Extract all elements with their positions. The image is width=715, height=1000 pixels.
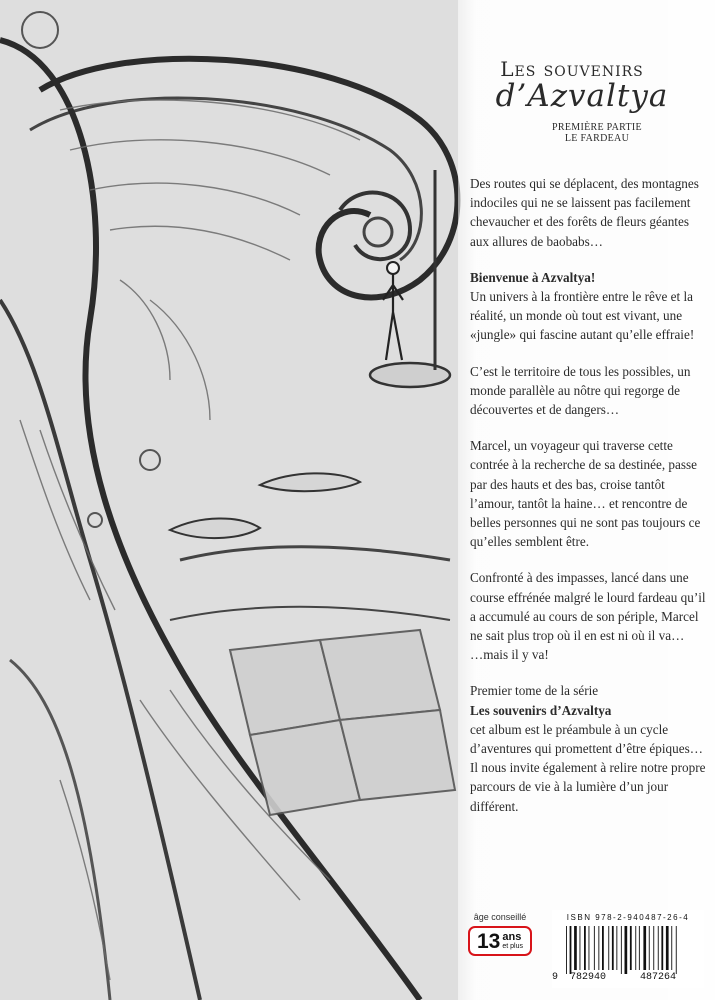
barcode-bar [594, 926, 595, 970]
age-badge [468, 926, 532, 956]
barcode-bar [625, 926, 628, 974]
volume-subtitle: LE FARDEAU [564, 133, 630, 144]
barcode-group-1: 782940 [570, 972, 607, 983]
barcode-bar [570, 926, 572, 974]
blurb [470, 174, 708, 833]
barcode-bar [653, 926, 654, 970]
barcode-bar [676, 926, 677, 974]
barcode-bar [639, 926, 640, 970]
barcode-bars [560, 926, 700, 974]
barcode-bar [658, 926, 659, 970]
barcode-bar [630, 926, 632, 970]
age-number: 13 [477, 929, 501, 953]
barcode-lead-digit: 9 [552, 972, 559, 983]
barcode-bar [616, 926, 617, 970]
barcode-bar [608, 926, 609, 970]
barcode [552, 910, 704, 988]
age-rating [466, 912, 534, 956]
title-line-2: d’Azvaltya [495, 78, 669, 114]
barcode-bar [661, 926, 663, 970]
age-label: âge conseillé [473, 912, 527, 922]
blurb-paragraph-5 [470, 568, 708, 664]
blurb-paragraph-6-text: cet album est le préambule à un cycle d’aventures qui promettent d’être épiques… Il nous invite également à relire notre propre parcours de vie à la lumière d’un jour différent. [470, 721, 706, 814]
barcode-bar [580, 926, 581, 970]
barcode-bar [589, 926, 590, 970]
blurb-paragraph-2-text: Un univers à la frontière entre le rêve et la réalité, un monde où tout est vivant, une «jungle» qui fascine autant qu’elle effraie! [470, 289, 695, 343]
barcode-bar [584, 926, 586, 970]
barcode-bar [635, 926, 636, 970]
barcode-bar [598, 926, 599, 970]
barcode-bar [643, 926, 646, 970]
series-intro: Premier tome de la série [470, 683, 599, 699]
blurb-paragraph-5-text: Confronté à des impasses, lancé dans une course effrénée malgré le lourd fardeau qu’il a accumulé au cours de son périple, Marcel ne sait plus trop où il en est ni où il va… [470, 570, 706, 644]
barcode-bar [666, 926, 669, 970]
isbn-text: ISBN 978-2-940487-26-4 [566, 913, 690, 922]
barcode-bar [649, 926, 650, 970]
blurb-paragraph-6 [470, 681, 708, 815]
barcode-bar [621, 926, 622, 974]
barcode-group-2: 487264 [640, 972, 677, 983]
age-unit: ans [502, 930, 522, 943]
series-title: Les souvenirs d’Azvaltya [470, 702, 612, 718]
age-plus: et plus [502, 942, 523, 950]
barcode-bar [574, 926, 577, 970]
welcome-heading: Bienvenue à Azvaltya! [470, 269, 596, 285]
barcode-bar [612, 926, 614, 970]
part-label: PREMIÈRE PARTIE [552, 122, 642, 133]
barcode-bar [566, 926, 567, 974]
barcode-bar [671, 926, 672, 970]
blurb-paragraph-1: Des routes qui se déplacent, des montagnes indociles qui ne se laissent pas facilement chevaucher et des forêts de fleurs géantes aux allures de baobabs… [470, 176, 699, 249]
title-line-1: Les souvenirs [500, 57, 644, 81]
title-block [462, 58, 702, 144]
blurb-paragraph-5-end: …mais il y va! [470, 647, 549, 663]
barcode-bar [602, 926, 604, 970]
blurb-paragraph-4: Marcel, un voyageur qui traverse cette contrée à la recherche de sa destinée, passe par des hauts et des bas, croise tantôt l’amour, tantôt la haine… et rencontre de belles personnes qui ne sont pas toujours ce qu’elles semblent être. [470, 438, 701, 550]
blurb-paragraph-2 [470, 268, 708, 345]
blurb-paragraph-3: C’est le territoire de tous les possibles, un monde parallèle au nôtre qui regorge de découvertes et de dangers… [470, 363, 691, 418]
